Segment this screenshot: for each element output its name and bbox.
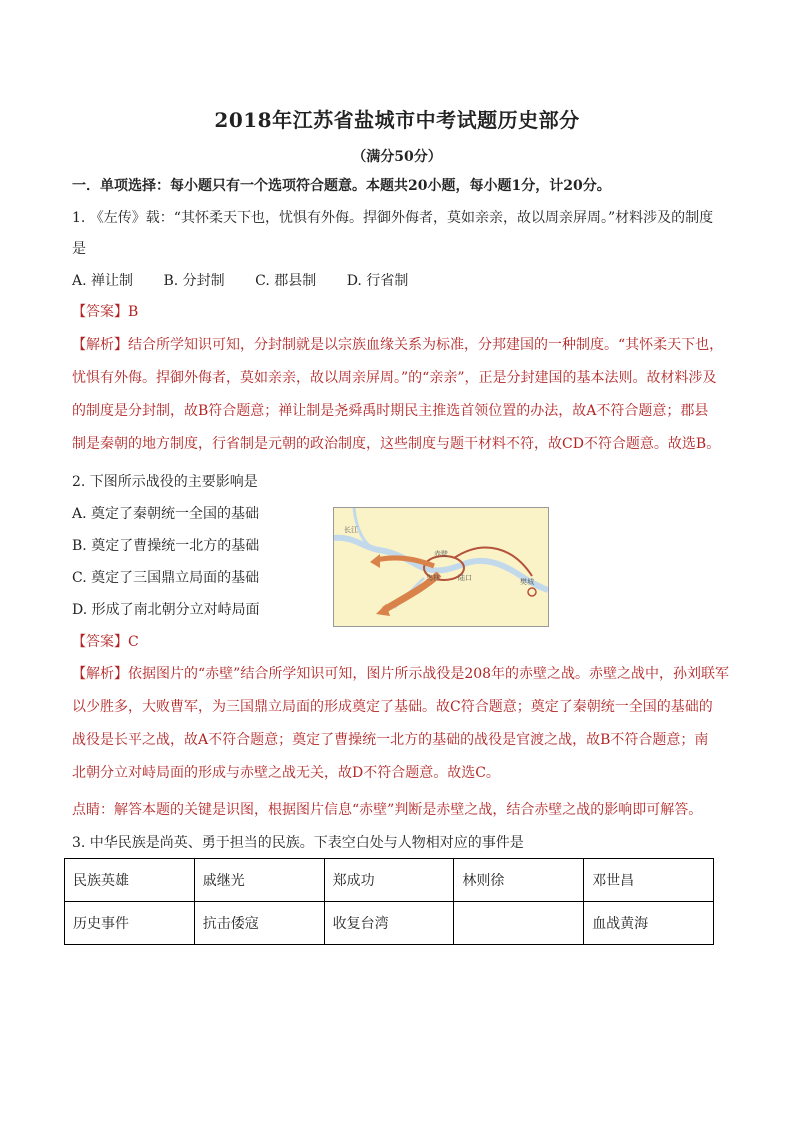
map-label-lukou: 陆口 xyxy=(458,574,472,582)
q1-analysis-line1 xyxy=(72,335,723,355)
page-subtitle: （满分50分） xyxy=(352,149,442,165)
map-label-wulin: 乌林 xyxy=(426,574,440,582)
table-row xyxy=(65,859,714,902)
arrowhead-1 xyxy=(370,554,380,568)
table-cell-blank xyxy=(454,902,584,945)
q2-analysis-text: 依据图片的“赤壁”结合所学知识可知，图片所示战役是208年的赤壁之战。赤壁之战中，孙刘联军 xyxy=(128,666,730,682)
q2-stem: 2. 下图所示战役的主要影响是 xyxy=(72,474,258,490)
table-row xyxy=(65,902,714,945)
map-label-fancheng: 樊城 xyxy=(520,578,534,586)
table-cell: 收复台湾 xyxy=(324,902,454,945)
q2-analysis-line3: 战役是长平之战，故A不符合题意；奠定了曹操统一北方的基础的战役是官渡之战，故B不符合题意；南 xyxy=(72,732,709,748)
q2-analysis-tag: 【解析】 xyxy=(72,666,128,682)
map-label-chibi: 赤壁 xyxy=(434,550,448,558)
q1-options xyxy=(72,271,434,291)
section-heading: 一．单项选择：每小题只有一个选项符合题意。本题共20小题，每小题1分，计20分。 xyxy=(72,178,611,194)
table-cell: 林则徐 xyxy=(454,859,584,902)
q2-option-a: A. 奠定了秦朝统一全国的基础 xyxy=(72,506,260,522)
q1-stem-line1: 1. 《左传》载：“其怀柔天下也，忧惧有外侮。捍御外侮者，莫如亲亲，故以周亲屏周。”材料涉及的制度 xyxy=(72,210,714,226)
q2-answer: 【答案】C xyxy=(72,634,139,650)
page-title: 2018年江苏省盐城市中考试题历史部分 xyxy=(214,108,580,132)
table-cell: 郑成功 xyxy=(324,859,454,902)
q1-stem-line2: 是 xyxy=(72,241,86,257)
q2-option-c: C. 奠定了三国鼎立局面的基础 xyxy=(72,570,260,586)
yangtze-river xyxy=(334,538,548,590)
table-cell: 民族英雄 xyxy=(65,859,195,902)
q1-analysis-line4: 制是秦朝的地方制度，行省制是元朝的政治制度，这些制度与题干材料不符，故CD不符合题意。故选B。 xyxy=(72,436,721,452)
q2-option-b: B. 奠定了曹操统一北方的基础 xyxy=(72,538,260,554)
q1-analysis-line2: 忧惧有外侮。捍御外侮者，莫如亲亲，故以周亲屏周。”的“亲亲”，正是分封建国的基本法则。故材料涉及 xyxy=(72,370,717,386)
table-cell: 历史事件 xyxy=(65,902,195,945)
table-cell: 抗击倭寇 xyxy=(194,902,324,945)
q1-answer: 【答案】B xyxy=(72,304,139,320)
map-drawing xyxy=(334,508,548,626)
table-cell: 邓世昌 xyxy=(584,859,714,902)
city-marker xyxy=(528,588,536,596)
map-label-changjiang: 长江 xyxy=(344,526,358,534)
hero-event-table xyxy=(64,858,714,945)
q1-option-a: A. 禅让制 xyxy=(72,273,134,289)
q2-tip: 点睛：解答本题的关键是识图，根据图片信息“赤壁”判断是赤壁之战，结合赤壁之战的影响即可解答。 xyxy=(72,802,703,818)
q1-analysis-text: 结合所学知识可知，分封制就是以宗族血缘关系为标准，分邦建国的一种制度。“其怀柔天下也， xyxy=(128,337,724,353)
table-cell: 戚继光 xyxy=(194,859,324,902)
q2-analysis-line1 xyxy=(72,664,729,684)
q1-analysis-tag: 【解析】 xyxy=(72,337,128,353)
q2-analysis-line4: 北朝分立对峙局面的形成与赤壁之战无关，故D不符合题意。故选C。 xyxy=(72,765,500,781)
q1-option-b: B. 分封制 xyxy=(163,273,225,289)
q1-analysis-line3: 的制度是分封制，故B符合题意；禅让制是尧舜禹时期民主推选首领位置的办法，故A不符合题意；郡县 xyxy=(72,403,709,419)
q1-option-d: D. 行省制 xyxy=(346,273,409,289)
q3-stem: 3. 中华民族是尚英、勇于担当的民族。下表空白处与人物相对应的事件是 xyxy=(72,835,524,851)
q2-analysis-line2: 以少胜多，大败曹军，为三国鼎立局面的形成奠定了基础。故C符合题意；奠定了秦朝统一全国的基础的 xyxy=(72,699,713,715)
q1-option-c: C. 郡县制 xyxy=(255,273,317,289)
table-cell: 血战黄海 xyxy=(584,902,714,945)
q2-option-d: D. 形成了南北朝分立对峙局面 xyxy=(72,602,260,618)
chibi-battle-map xyxy=(333,507,549,627)
retreat-arrow-1 xyxy=(376,558,434,566)
